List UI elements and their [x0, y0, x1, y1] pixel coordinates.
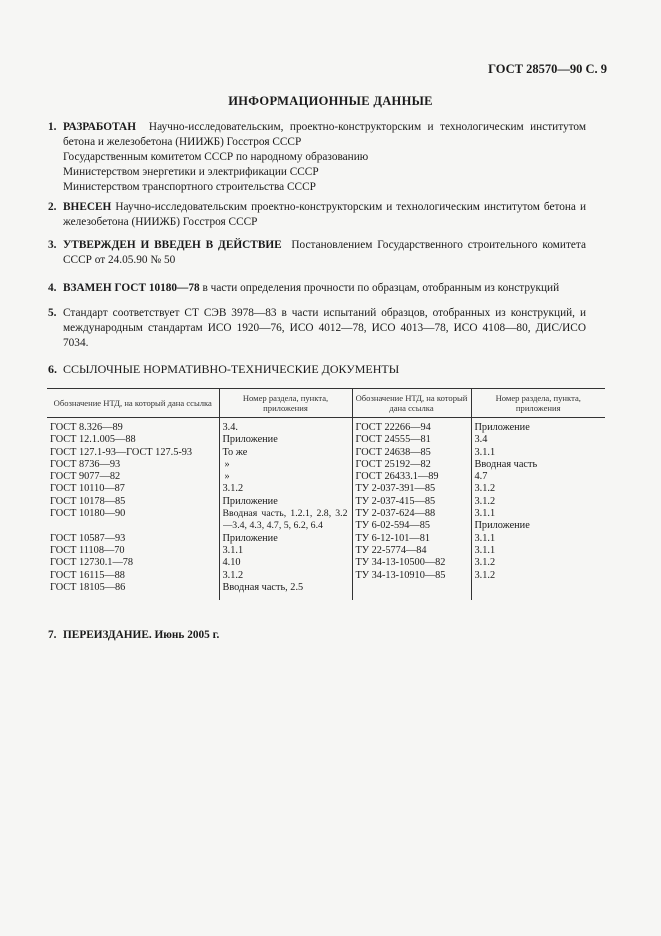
table-cell: Приложение: [474, 422, 530, 433]
item-number: 4.: [48, 282, 57, 294]
item-number: 1.: [48, 121, 57, 133]
item-line: Министерством транспортного строительства СССР: [63, 181, 316, 193]
right-doc-list: [352, 418, 471, 601]
table-cell: ГОСТ 10110—87: [50, 483, 125, 495]
item-lead: ПЕРЕИЗДАНИЕ. Июнь 2005 г.: [63, 629, 220, 641]
item-text: Постановлением Государственного строительного комитета СССР от 24.05.90 № 50: [63, 239, 586, 266]
table-cell: ГОСТ 10587—93: [50, 532, 126, 544]
table-cell: Приложение: [222, 495, 278, 507]
left-ref-list: [219, 418, 352, 601]
header-ref-right: Номер раздела, пункта, приложения: [471, 389, 605, 418]
item-lead: РАЗРАБОТАН: [63, 121, 137, 133]
item-number: 6.: [48, 362, 57, 376]
item-text: в части определения прочности по образцам, отобранным из конструкций: [202, 282, 560, 294]
item-lead: УТВЕРЖДЕН И ВВЕДЕН В ДЕЙСТВИЕ: [63, 239, 282, 251]
table-cell: 3.1.2: [474, 495, 496, 507]
table-cell: ТУ 2-037-391—85: [355, 483, 436, 495]
table-cell: ГОСТ 18105—86: [50, 581, 126, 593]
table-cell: ТУ 2-037-415—85: [355, 495, 436, 507]
item-compliance: [48, 306, 586, 351]
item-text: Научно-исследовательским проектно-конструкторским и технологическим институтом бетона и железобетона (НИИЖБ) Госстроя СССР: [63, 201, 586, 228]
table-cell: ТУ 22-5774—84: [355, 544, 427, 556]
item-developed: [48, 120, 586, 195]
table-cell: ТУ 6-02-594—85: [355, 520, 430, 532]
table-cell: Приложение: [222, 532, 278, 544]
table-cell: ГОСТ 12730.1—78: [50, 557, 134, 569]
table-cell: 3.1.2: [474, 557, 496, 569]
table-cell: ТУ 34-13-10500—82: [355, 557, 446, 569]
table-cell: 3.1.1: [474, 532, 496, 544]
page-header: ГОСТ 28570—90 С. 9: [488, 62, 607, 76]
item-number: 2.: [48, 201, 57, 213]
table-cell: Вводная часть, 2.5: [222, 581, 304, 593]
table-cell: 3.4.: [222, 422, 238, 433]
table-cell: Вводная часть, 1.2.1, 2.8, 3.2—3.4, 4.3, 4.7, 5, 6.2, 6.4: [222, 508, 348, 532]
table-cell: ГОСТ 16115—88: [50, 569, 125, 581]
table-cell: ГОСТ 8736—93: [50, 458, 121, 470]
table-cell: ГОСТ 24555—81: [355, 434, 431, 446]
item-references: [48, 362, 586, 377]
table-cell: То же: [222, 446, 248, 458]
table-cell: ГОСТ 26433.1—89: [355, 471, 439, 483]
table-cell: ГОСТ 24638—85: [355, 446, 431, 458]
item-lead: ВЗАМЕН ГОСТ 10180—78: [63, 282, 200, 294]
section-title: ИНФОРМАЦИОННЫЕ ДАННЫЕ: [228, 94, 433, 108]
table-cell: Приложение: [474, 520, 530, 532]
item-approved: [48, 238, 586, 268]
table-cell: ГОСТ 127.1-93—ГОСТ 127.5-93: [50, 446, 193, 458]
item-number: 3.: [48, 239, 57, 251]
header-doc-right: Обозначение НТД, на который дана ссылка: [352, 389, 471, 418]
item-lead: ВНЕСЕН: [63, 201, 112, 213]
item-line: Министерством энергетики и электрификации СССР: [63, 166, 319, 178]
table-cell: 4.10: [222, 557, 241, 569]
table-cell: 3.1.1: [474, 446, 496, 458]
table-cell: 3.1.2: [222, 569, 244, 581]
item-number: 5.: [48, 307, 57, 319]
table-cell: 3.4: [474, 434, 488, 446]
table-cell: 3.1.1: [222, 544, 244, 556]
table-cell: ГОСТ 10178—85: [50, 495, 126, 507]
table-cell: ГОСТ 12.1.005—88: [50, 434, 136, 446]
item-replaces: [48, 281, 586, 296]
item-number: 7.: [48, 629, 57, 641]
table-cell: ГОСТ 11108—70: [50, 544, 125, 556]
item-lead: ССЫЛОЧНЫЕ НОРМАТИВНО-ТЕХНИЧЕСКИЕ ДОКУМЕНТЫ: [63, 362, 400, 376]
header-doc-left: Обозначение НТД, на который дана ссылка: [47, 389, 219, 418]
table-cell: 3.1.1: [474, 544, 496, 556]
header-ref-left: Номер раздела, пункта, приложения: [219, 389, 352, 418]
right-ref-list: [471, 418, 605, 601]
item-line: Государственным комитетом СССР по народному образованию: [63, 151, 369, 163]
table-cell: ГОСТ 22266—94: [355, 422, 431, 433]
references-table: [47, 388, 605, 600]
item-reissue: [48, 628, 586, 643]
item-text: Стандарт соответствует СТ СЭВ 3978—83 в части испытаний образцов, отобранных из конструкций, и международным стандартам ИСО 1920—76, ИСО 4012—78, ИСО 4013—78, ИСО 4108—80, ДИС/ИСО 7034.: [63, 307, 586, 349]
table-cell: ГОСТ 10180—90: [50, 508, 126, 520]
table-cell: 3.1.2: [474, 483, 496, 495]
table-cell: ТУ 6-12-101—81: [355, 532, 430, 544]
table-cell: Приложение: [222, 434, 278, 446]
item-introduced: [48, 200, 586, 230]
table-cell: ГОСТ 8.326—89: [50, 422, 123, 433]
table-cell: »: [224, 458, 230, 470]
table-cell: Вводная часть: [474, 458, 538, 470]
table-cell: 3.1.2: [474, 569, 496, 581]
table-cell: 4.7: [474, 471, 488, 483]
table-cell: ГОСТ 9077—82: [50, 471, 121, 483]
table-cell: »: [224, 471, 230, 483]
table-cell: 3.1.2: [222, 483, 244, 495]
table-cell: ТУ 2-037-624—88: [355, 508, 436, 520]
table-cell: ТУ 34-13-10910—85: [355, 569, 446, 581]
left-doc-list: [47, 418, 219, 601]
item-text: Научно-исследовательским, проектно-конструкторским и технологическим институтом бетона и железобетона (НИИЖБ) Госстроя СССР: [63, 121, 587, 148]
table-cell: 3.1.1: [474, 508, 496, 520]
table-cell: ГОСТ 25192—82: [355, 458, 431, 470]
